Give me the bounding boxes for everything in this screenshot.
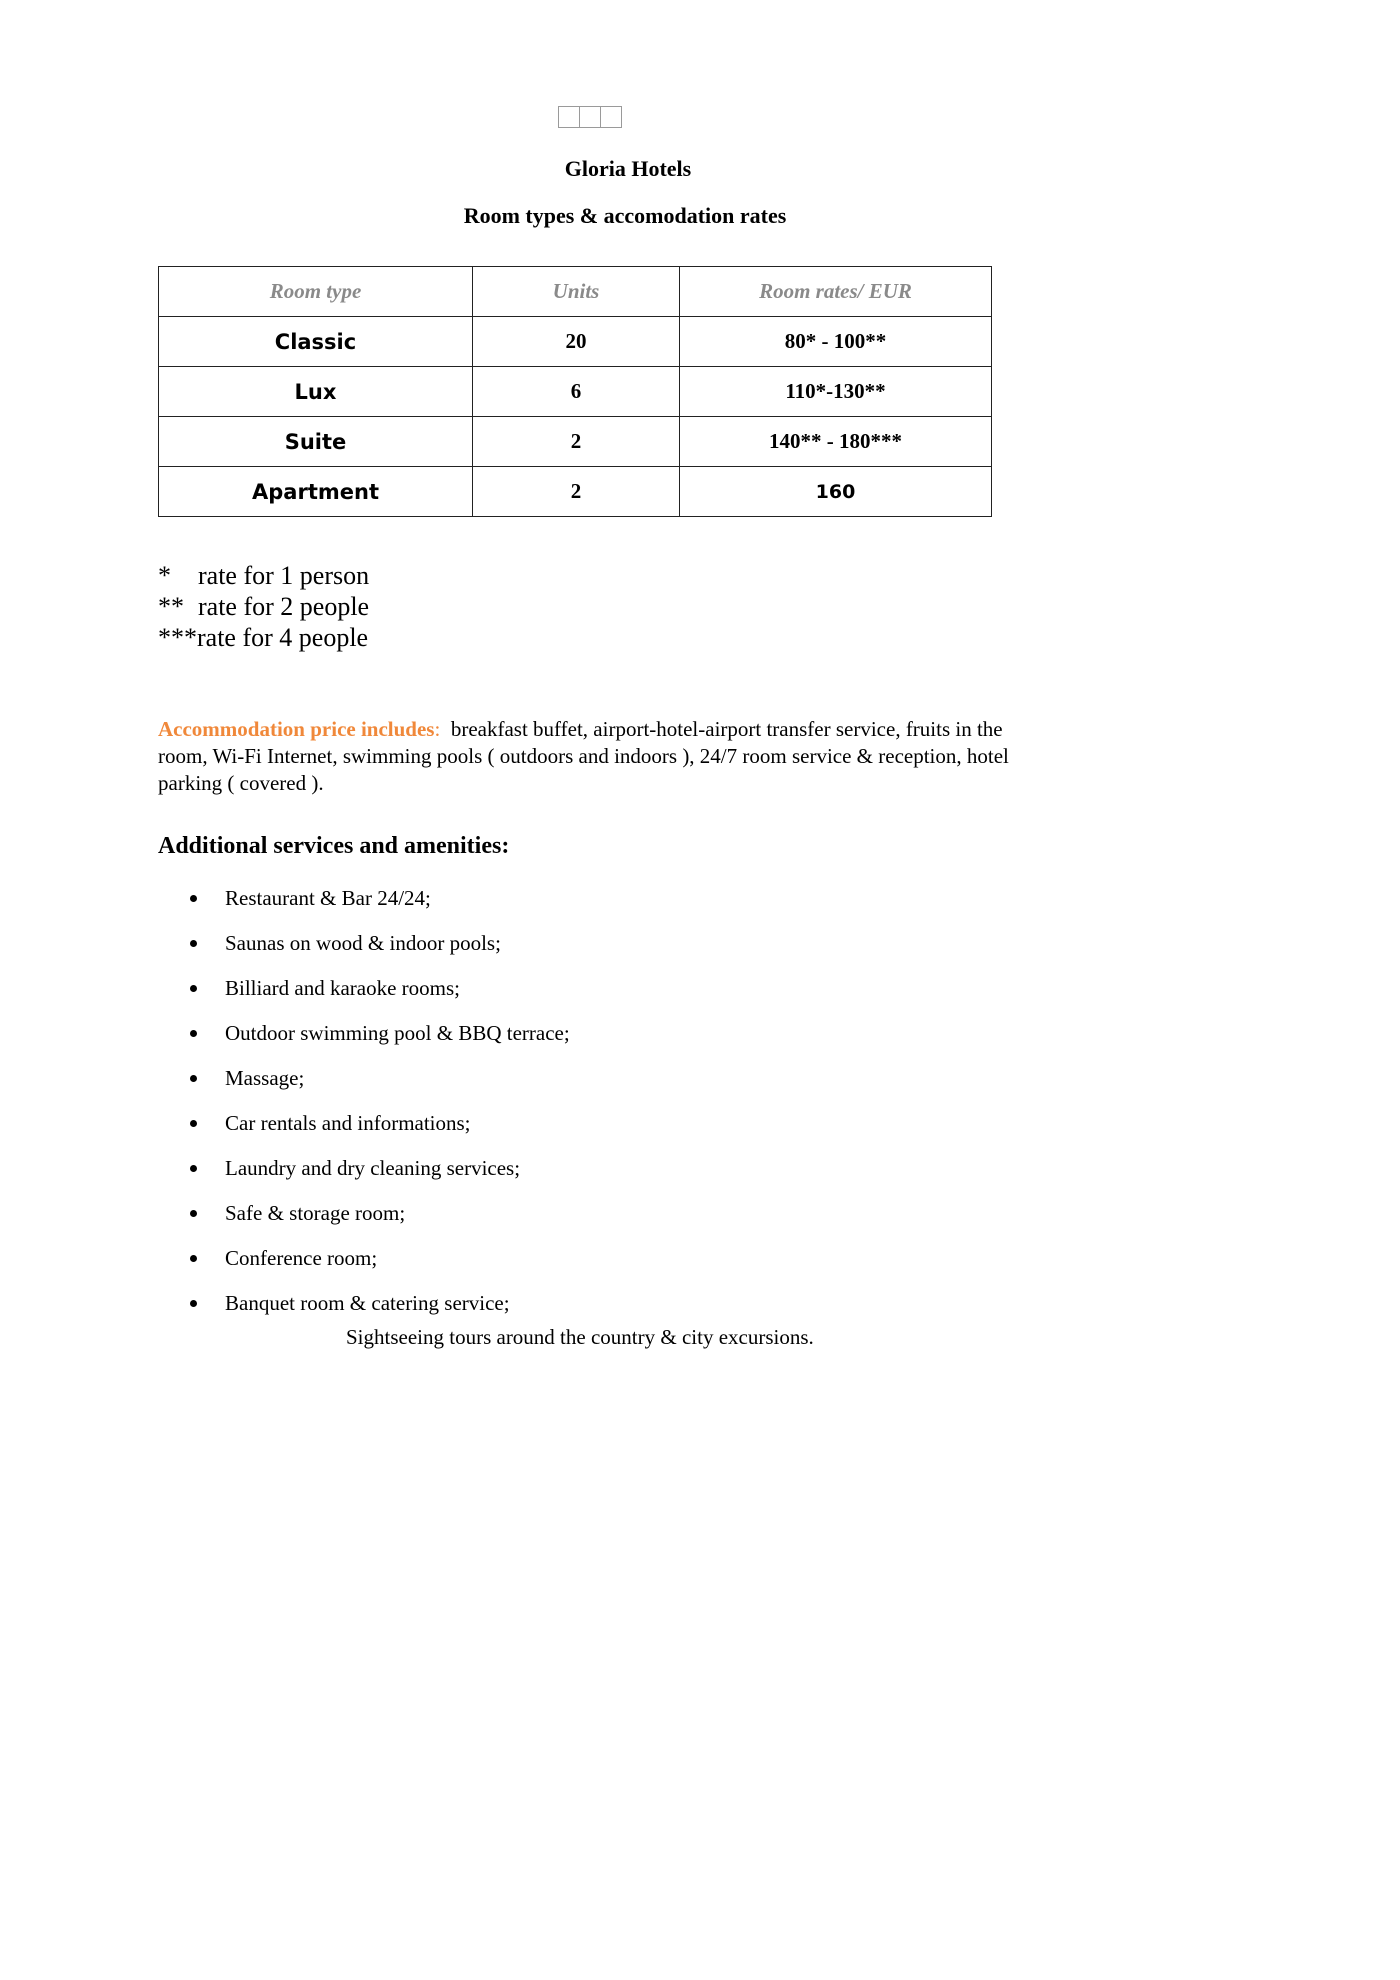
column-header-units: Units [473,267,680,317]
room-type-cell: Lux [159,367,473,417]
units-cell: 2 [473,417,680,467]
bullet-icon [190,1075,197,1082]
list-item [190,1062,570,1107]
placeholder-glyphs [558,106,621,128]
bullet-icon [190,1120,197,1127]
bullet-icon [190,1300,197,1307]
list-item-text: Safe & storage room; [225,1201,406,1225]
table-row [159,417,992,467]
amenities-list [190,882,570,1332]
list-item-text: Laundry and dry cleaning services; [225,1156,521,1180]
footnote-mark: *** [158,623,197,652]
bullet-icon [190,895,197,902]
list-item-text: Banquet room & catering service; [225,1291,510,1315]
bullet-icon [190,1165,197,1172]
footnote-text: rate for 4 people [197,623,369,652]
table-header-row [159,267,992,317]
units-cell: 2 [473,467,680,517]
price-includes-label: Accommodation price includes [158,717,435,741]
room-type-cell: Classic [159,317,473,367]
room-type-cell: Suite [159,417,473,467]
bullet-icon [190,985,197,992]
list-item-text: Billiard and karaoke rooms; [225,976,461,1000]
footnote [158,622,369,653]
footnote [158,560,369,591]
bullet-icon [190,1030,197,1037]
room-type-cell: Apartment [159,467,473,517]
table-row [159,467,992,517]
bullet-icon [190,1210,197,1217]
list-item [190,1242,570,1287]
document-title: Gloria Hotels [564,156,692,181]
column-header-room-type: Room type [159,267,473,317]
price-includes-paragraph [158,716,1038,797]
list-item-text: Saunas on wood & indoor pools; [225,931,501,955]
footnote-mark: * [158,561,171,590]
closing-line: Sightseeing tours around the country & city excursions. [346,1325,814,1349]
list-item [190,972,570,1017]
footnote-text: rate for 2 people [198,592,370,621]
rate-cell: 80* - 100** [680,317,992,367]
table-row [159,367,992,417]
list-item [190,1197,570,1242]
units-cell: 6 [473,367,680,417]
list-item [190,882,570,927]
footnote [158,591,369,622]
units-cell: 20 [473,317,680,367]
list-item-text: Car rentals and informations; [225,1111,471,1135]
bullet-icon [190,1255,197,1262]
list-item [190,927,570,972]
list-item [190,1017,570,1062]
rates-table [158,266,992,517]
rate-cell: 110*-130** [680,367,992,417]
missing-glyph-icon [558,106,580,128]
document-subtitle: Room types & accomodation rates [463,203,787,228]
price-includes-colon: : [434,717,441,741]
rate-footnotes [158,560,369,653]
list-item [190,1152,570,1197]
list-item-text: Restaurant & Bar 24/24; [225,886,431,910]
missing-glyph-icon [579,106,601,128]
bullet-icon [190,940,197,947]
missing-glyph-icon [600,106,622,128]
footnote-mark: ** [158,592,184,621]
rate-cell: 140** - 180*** [680,417,992,467]
footnote-text: rate for 1 person [198,561,370,590]
list-item [190,1107,570,1152]
rate-cell: 160 [680,467,992,517]
amenities-heading: Additional services and amenities: [158,833,510,859]
list-item-text: Conference room; [225,1246,378,1270]
list-item-text: Massage; [225,1066,305,1090]
price-includes-text: breakfast buffet, airport-hotel-airport transfer service, fruits in the room, Wi-Fi Internet, swimming pools ( outdoors and indoors ), 24/7 room service & reception, hotel parking ( covered ). [158,717,1009,795]
column-header-room-rates: Room rates/ EUR [680,267,992,317]
list-item-text: Outdoor swimming pool & BBQ terrace; [225,1021,570,1045]
table-row [159,317,992,367]
